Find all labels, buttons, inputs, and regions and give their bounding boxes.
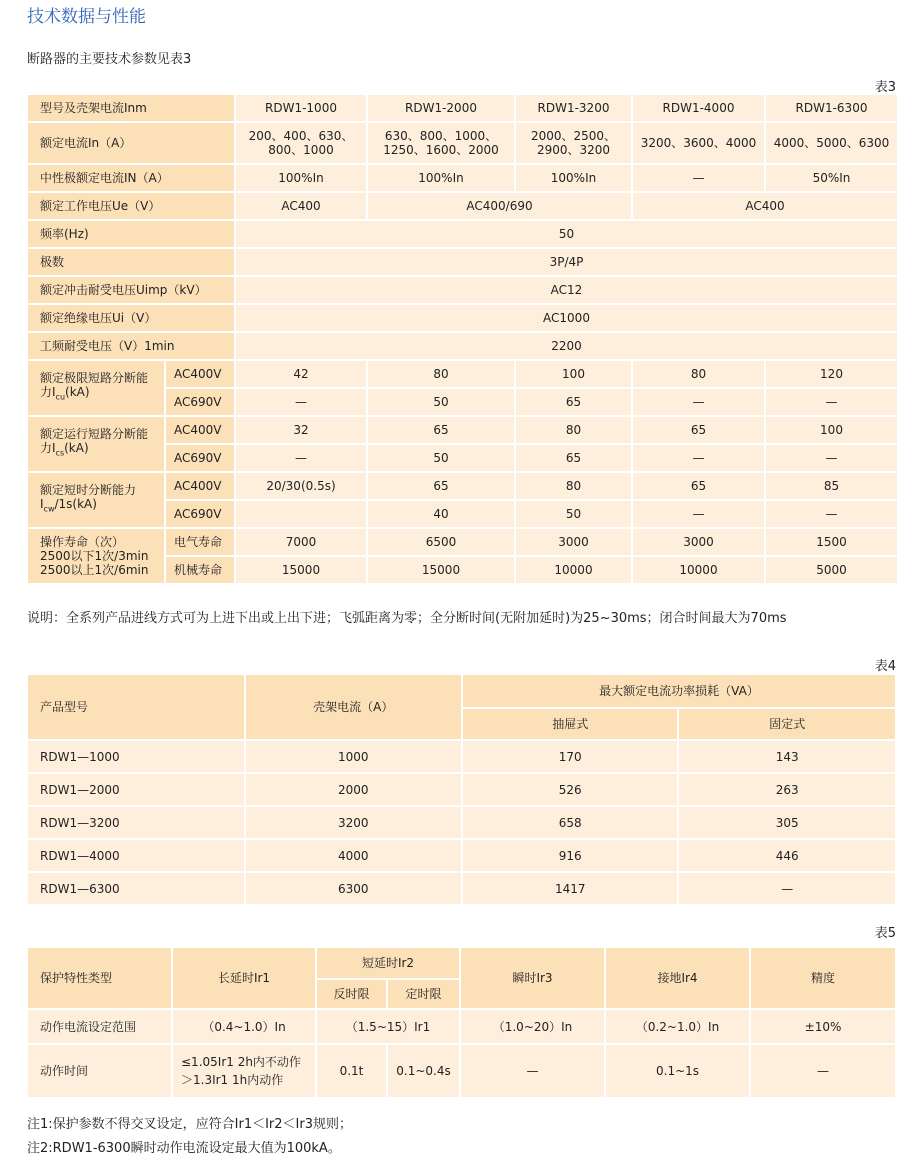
table4 bbox=[26, 673, 897, 906]
row-header: 型号及壳架电流Inm bbox=[28, 95, 234, 121]
table-cell: （0.4~1.0）In bbox=[173, 1010, 315, 1043]
row-header: 工频耐受电压（V）1min bbox=[28, 333, 234, 359]
table-cell: — bbox=[633, 501, 764, 527]
table-row bbox=[28, 473, 897, 499]
col-header: 短延时Ir2 bbox=[317, 948, 459, 978]
row-header: 操作寿命（次） 2500以下1次/3min 2500以上1次/6min bbox=[28, 529, 164, 583]
table-cell: 15000 bbox=[368, 557, 514, 583]
voltage-label: AC400V bbox=[166, 361, 234, 387]
table-cell: 10000 bbox=[633, 557, 764, 583]
life-label: 电气寿命 bbox=[166, 529, 234, 555]
table-cell: — bbox=[766, 501, 897, 527]
row-header: 额定极限短路分断能 力$I_{cu}(kA)$ bbox=[28, 361, 164, 415]
table-row bbox=[28, 277, 897, 303]
table-cell: 50 bbox=[368, 389, 514, 415]
table-cell: 1417 bbox=[463, 873, 677, 904]
table-cell: 5000 bbox=[766, 557, 897, 583]
table-row bbox=[28, 948, 895, 978]
description-note: 说明：全系列产品进线方式可为上进下出或上出下进；飞弧距离为零；全分断时间(无附加延时)为25~30ms；闭合时间最大为70ms bbox=[27, 611, 787, 626]
voltage-label: AC690V bbox=[166, 445, 234, 471]
col-header: 保护特性类型 bbox=[28, 948, 171, 1008]
table-cell: （1.0~20）In bbox=[461, 1010, 604, 1043]
table-row bbox=[28, 807, 895, 838]
table-cell: 42 bbox=[236, 361, 366, 387]
table-cell: 65 bbox=[516, 389, 631, 415]
table-cell: 100%In bbox=[516, 165, 631, 191]
intro-text: 断路器的主要技术参数见表3 bbox=[27, 52, 192, 67]
row-header: 动作电流设定范围 bbox=[28, 1010, 171, 1043]
table-cell: AC12 bbox=[236, 277, 897, 303]
section-title: 技术数据与性能 bbox=[27, 7, 146, 27]
table-cell: RDW1—6300 bbox=[28, 873, 244, 904]
table-cell: AC400 bbox=[633, 193, 897, 219]
table-cell: 65 bbox=[633, 417, 764, 443]
model-header: RDW1-6300 bbox=[766, 95, 897, 121]
table4-label: 表4 bbox=[874, 659, 896, 674]
table-cell: 65 bbox=[516, 445, 631, 471]
model-header: RDW1-1000 bbox=[236, 95, 366, 121]
table-cell: 200、400、630、 800、1000 bbox=[236, 123, 366, 163]
table-cell: — bbox=[236, 445, 366, 471]
row-header: 极数 bbox=[28, 249, 234, 275]
col-header: 定时限 bbox=[388, 980, 459, 1008]
table-cell: 65 bbox=[368, 417, 514, 443]
table-cell: 120 bbox=[766, 361, 897, 387]
table-cell: 0.1~0.4s bbox=[388, 1045, 459, 1097]
col-header: 抽屉式 bbox=[463, 709, 677, 739]
table-cell: 80 bbox=[633, 361, 764, 387]
table-cell: 50 bbox=[516, 501, 631, 527]
col-header: 接地Ir4 bbox=[606, 948, 749, 1008]
table-cell: 143 bbox=[679, 741, 895, 772]
table-cell: 20/30(0.5s) bbox=[236, 473, 366, 499]
table3-label: 表3 bbox=[874, 80, 896, 95]
footnote-2: 注2:RDW1-6300瞬时动作电流设定最大值为100kA。 bbox=[27, 1141, 341, 1156]
row-header: 额定短时分断能力 $I_{cw}/1s(kA)$ bbox=[28, 473, 164, 527]
table-cell: 85 bbox=[766, 473, 897, 499]
table-cell: 3P/4P bbox=[236, 249, 897, 275]
voltage-label: AC400V bbox=[166, 473, 234, 499]
table-cell: 916 bbox=[463, 840, 677, 871]
col-header: 精度 bbox=[751, 948, 895, 1008]
table-cell: 32 bbox=[236, 417, 366, 443]
table-cell: RDW1—2000 bbox=[28, 774, 244, 805]
table-cell: AC400/690 bbox=[368, 193, 631, 219]
model-header: RDW1-3200 bbox=[516, 95, 631, 121]
voltage-label: AC690V bbox=[166, 501, 234, 527]
table-row bbox=[28, 1010, 895, 1043]
table-cell: （1.5~15）Ir1 bbox=[317, 1010, 459, 1043]
table-cell: 50 bbox=[368, 445, 514, 471]
table-cell: 658 bbox=[463, 807, 677, 838]
table-cell: — bbox=[236, 389, 366, 415]
table-cell: ±10% bbox=[751, 1010, 895, 1043]
table-cell: 100 bbox=[516, 361, 631, 387]
table-row bbox=[28, 249, 897, 275]
table-row bbox=[28, 193, 897, 219]
table-cell: — bbox=[633, 389, 764, 415]
table-cell: 65 bbox=[368, 473, 514, 499]
table-cell: 40 bbox=[368, 501, 514, 527]
table-cell: 1000 bbox=[246, 741, 462, 772]
table-cell: — bbox=[461, 1045, 604, 1097]
table-row bbox=[28, 675, 895, 707]
row-header: 额定工作电压Ue（V） bbox=[28, 193, 234, 219]
table-row bbox=[28, 529, 897, 555]
table-row bbox=[28, 774, 895, 805]
table-cell: 6500 bbox=[368, 529, 514, 555]
table-cell: 630、800、1000、 1250、1600、2000 bbox=[368, 123, 514, 163]
table-cell: 3000 bbox=[516, 529, 631, 555]
col-header: 瞬时Ir3 bbox=[461, 948, 604, 1008]
table-cell: 100%In bbox=[368, 165, 514, 191]
table-cell: — bbox=[766, 445, 897, 471]
table-row bbox=[28, 1045, 895, 1097]
table-row bbox=[28, 361, 897, 387]
table-cell: AC1000 bbox=[236, 305, 897, 331]
col-header: 固定式 bbox=[679, 709, 895, 739]
table-cell: 1500 bbox=[766, 529, 897, 555]
table-cell: 0.1~1s bbox=[606, 1045, 749, 1097]
table-cell: 0.1t bbox=[317, 1045, 386, 1097]
table-cell: RDW1—4000 bbox=[28, 840, 244, 871]
table-cell: — bbox=[751, 1045, 895, 1097]
col-header: 反时限 bbox=[317, 980, 386, 1008]
table-cell: 526 bbox=[463, 774, 677, 805]
table5-label: 表5 bbox=[874, 926, 896, 941]
table-cell: 50 bbox=[236, 221, 897, 247]
table-cell: 2000、2500、 2900、3200 bbox=[516, 123, 631, 163]
table-cell: AC400 bbox=[236, 193, 366, 219]
row-header: 额定冲击耐受电压Uimp（kV） bbox=[28, 277, 234, 303]
model-header: RDW1-2000 bbox=[368, 95, 514, 121]
table-cell: 15000 bbox=[236, 557, 366, 583]
table-cell: — bbox=[766, 389, 897, 415]
table5 bbox=[26, 946, 897, 1099]
table-cell bbox=[236, 501, 366, 527]
table-row bbox=[28, 333, 897, 359]
table-cell: — bbox=[679, 873, 895, 904]
table-cell: 80 bbox=[516, 417, 631, 443]
table-row bbox=[28, 840, 895, 871]
table-cell: RDW1—3200 bbox=[28, 807, 244, 838]
table-row bbox=[28, 95, 897, 121]
table-row bbox=[28, 123, 897, 163]
table-cell: 3000 bbox=[633, 529, 764, 555]
table-cell: — bbox=[633, 165, 764, 191]
table-cell: 305 bbox=[679, 807, 895, 838]
table-row bbox=[28, 417, 897, 443]
table-cell: — bbox=[633, 445, 764, 471]
row-header: 动作时间 bbox=[28, 1045, 171, 1097]
model-header: RDW1-4000 bbox=[633, 95, 764, 121]
table-cell: 65 bbox=[633, 473, 764, 499]
table-cell: 3200、3600、4000 bbox=[633, 123, 764, 163]
table-cell: 10000 bbox=[516, 557, 631, 583]
table-row bbox=[28, 873, 895, 904]
table-cell: 170 bbox=[463, 741, 677, 772]
table-cell: 6300 bbox=[246, 873, 462, 904]
table-cell: 446 bbox=[679, 840, 895, 871]
table-cell: 4000 bbox=[246, 840, 462, 871]
row-header: 额定绝缘电压Ui（V） bbox=[28, 305, 234, 331]
table-row bbox=[28, 305, 897, 331]
row-header: 额定运行短路分断能 力$I_{cs}(kA)$ bbox=[28, 417, 164, 471]
table-cell: 2200 bbox=[236, 333, 897, 359]
table-cell: （0.2~1.0）In bbox=[606, 1010, 749, 1043]
table-row bbox=[28, 741, 895, 772]
life-label: 机械寿命 bbox=[166, 557, 234, 583]
table-row bbox=[28, 221, 897, 247]
table3 bbox=[26, 93, 899, 585]
col-header: 壳架电流（A） bbox=[246, 675, 462, 739]
table-cell: 100 bbox=[766, 417, 897, 443]
table-cell: 263 bbox=[679, 774, 895, 805]
table-cell: ≤1.05Ir1 2h内不动作 ＞1.3Ir1 1h内动作 bbox=[173, 1045, 315, 1097]
row-header: 中性极额定电流IN（A） bbox=[28, 165, 234, 191]
table-cell: 80 bbox=[516, 473, 631, 499]
col-header: 最大额定电流功率损耗（VA） bbox=[463, 675, 895, 707]
table-cell: 80 bbox=[368, 361, 514, 387]
footnote-1: 注1:保护参数不得交叉设定，应符合Ir1＜Ir2＜Ir3规则； bbox=[27, 1117, 353, 1132]
row-header: 频率(Hz) bbox=[28, 221, 234, 247]
table-cell: 50%In bbox=[766, 165, 897, 191]
table-cell: 7000 bbox=[236, 529, 366, 555]
voltage-label: AC690V bbox=[166, 389, 234, 415]
table-row bbox=[28, 165, 897, 191]
table-cell: 3200 bbox=[246, 807, 462, 838]
col-header: 产品型号 bbox=[28, 675, 244, 739]
voltage-label: AC400V bbox=[166, 417, 234, 443]
table-cell: RDW1—1000 bbox=[28, 741, 244, 772]
table-cell: 100%In bbox=[236, 165, 366, 191]
row-header: 额定电流In（A） bbox=[28, 123, 234, 163]
col-header: 长延时Ir1 bbox=[173, 948, 315, 1008]
table-cell: 2000 bbox=[246, 774, 462, 805]
table-cell: 4000、5000、6300 bbox=[766, 123, 897, 163]
